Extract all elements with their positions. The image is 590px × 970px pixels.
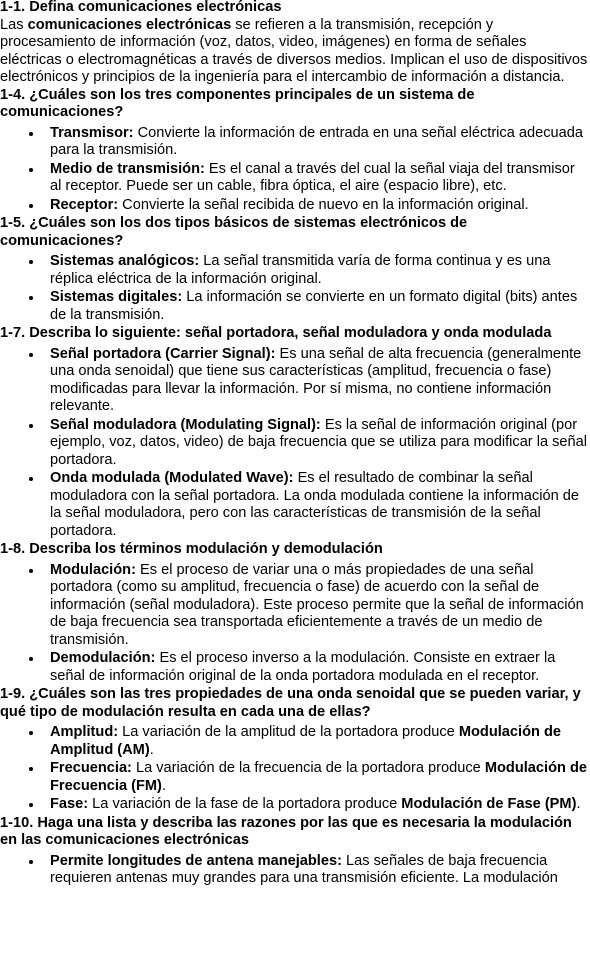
bold-text: Onda modulada (Modulated Wave): — [50, 470, 294, 486]
section-heading: 1-9. ¿Cuáles son las tres propiedades de una onda senoidal que se pueden variar, y qué tipo de modulación resulta en cada una de ellas? — [0, 686, 581, 720]
bullet-list — [0, 724, 590, 814]
list-item — [50, 417, 590, 470]
list-item — [50, 562, 590, 650]
section-paragraph — [0, 17, 590, 87]
list-item — [50, 470, 590, 540]
bold-text: Señal moduladora (Modulating Signal): — [50, 416, 321, 433]
list-item — [50, 346, 590, 416]
text-run: Las señales de baja frecuencia requieren antenas muy grandes para una transmisión eficiente. La modulación — [50, 852, 558, 886]
bullet-list — [0, 562, 590, 686]
list-item — [50, 125, 590, 160]
text-run: La información se convierte en un formato digital (bits) antes de la transmisión. — [50, 289, 578, 323]
text-run: La variación de la fase de la portadora produce — [88, 796, 402, 812]
text-run: Es una señal de alta frecuencia (generalmente una onda senoidal) que tiene sus características (amplitud, frecuencia o fase) modificadas para llevar la información. Por sí misma, no contiene información relevante. — [50, 345, 582, 414]
section-heading: 1-1. Defina comunicaciones electrónicas — [0, 0, 282, 15]
list-item — [50, 796, 590, 814]
list-item — [50, 724, 590, 759]
bold-text: comunicaciones electrónicas — [27, 16, 232, 33]
bullet-list — [0, 253, 590, 324]
bold-text: Sistemas analógicos: — [50, 253, 200, 269]
text-run: Es el proceso de variar una o más propiedades de una señal portadora (como su amplitud, frecuencia o fase) de acuerdo con la señal de información (señal moduladora). Este proceso permite que la señal de información de baja frecuencia sea transportada eficientemente a través de un medio de transmisión. — [50, 561, 584, 648]
bullet-list — [0, 346, 590, 541]
text-run: La señal transmitida varía de forma continua y es una réplica eléctrica de la información original. — [50, 253, 551, 287]
section-heading: 1-7. Describa lo siguiente: señal portadora, señal moduladora y onda modulada — [0, 325, 552, 341]
bold-text: Transmisor: — [50, 124, 134, 141]
text-run: . — [161, 777, 166, 794]
list-item — [50, 760, 590, 795]
bold-text: Modulación de Amplitud (AM) — [50, 724, 561, 758]
section-heading: 1-4. ¿Cuáles son los tres componentes principales de un sistema de comunicaciones? — [0, 86, 475, 120]
bold-text: Permite longitudes de antena manejables: — [50, 852, 342, 869]
list-item — [50, 161, 590, 196]
bold-text: Amplitud: — [50, 724, 119, 740]
text-run: . — [576, 796, 581, 812]
bold-text: Receptor: — [50, 196, 119, 213]
bold-text: Modulación de Frecuencia (FM) — [50, 760, 587, 794]
text-run: Las — [0, 16, 28, 33]
bullet-list — [0, 853, 590, 888]
text-run: Convierte la información de entrada en una señal eléctrica adecuada para la transmisión. — [50, 124, 583, 158]
list-item — [50, 197, 590, 215]
text-run: se refieren a la transmisión, recepción y procesamiento de información (voz, datos, video, imágenes) en forma de señales eléctricas o electromagnéticas a través de diversos medios. Implican el uso de dispositivos electrónicos y principios de la ingeniería para el intercambio de información a distancia. — [0, 16, 588, 85]
bold-text: Fase: — [50, 796, 89, 812]
list-item — [50, 253, 590, 288]
text-run: Es el resultado de combinar la señal moduladora con la señal portadora. La onda modulada contiene la información de la señal moduladora, pero con las características de transmisión de la señal portadora. — [50, 470, 579, 539]
bold-text: Frecuencia: — [50, 760, 132, 776]
section-heading: 1-5. ¿Cuáles son los dos tipos básicos de sistemas electrónicos de comunicaciones? — [0, 215, 468, 249]
list-item — [50, 650, 590, 685]
list-item — [50, 853, 590, 888]
bold-text: Medio de transmisión: — [50, 160, 205, 177]
section-heading: 1-8. Describa los términos modulación y demodulación — [0, 541, 383, 557]
text-run: Es el canal a través del cual la señal viaja del transmisor al receptor. Puede ser un cable, fibra óptica, el aire (espacio libre), etc. — [50, 160, 575, 194]
text-run: Es el proceso inverso a la modulación. Consiste en extraer la señal de información original de la onda portadora modulada en el receptor. — [50, 650, 556, 684]
text-run: La variación de la amplitud de la portadora produce — [118, 724, 459, 740]
list-item — [50, 289, 590, 324]
bold-text: Sistemas digitales: — [50, 289, 183, 305]
bold-text: Modulación de Fase (PM) — [401, 796, 577, 812]
bold-text: Modulación: — [50, 561, 136, 578]
text-run: La variación de la frecuencia de la portadora produce — [131, 760, 485, 776]
text-run: Es la señal de información original (por ejemplo, voz, datos, video) de baja frecuencia que se utiliza para modificar la señal portadora. — [50, 416, 588, 468]
text-run: . — [149, 741, 154, 758]
text-run: Convierte la señal recibida de nuevo en la información original. — [118, 196, 529, 213]
bold-text: Demodulación: — [50, 650, 156, 666]
bullet-list — [0, 125, 590, 215]
section-heading: 1-10. Haga una lista y describa las razones por las que es necesaria la modulación en las comunicaciones electrónicas — [0, 814, 572, 848]
bold-text: Señal portadora (Carrier Signal): — [50, 345, 276, 362]
